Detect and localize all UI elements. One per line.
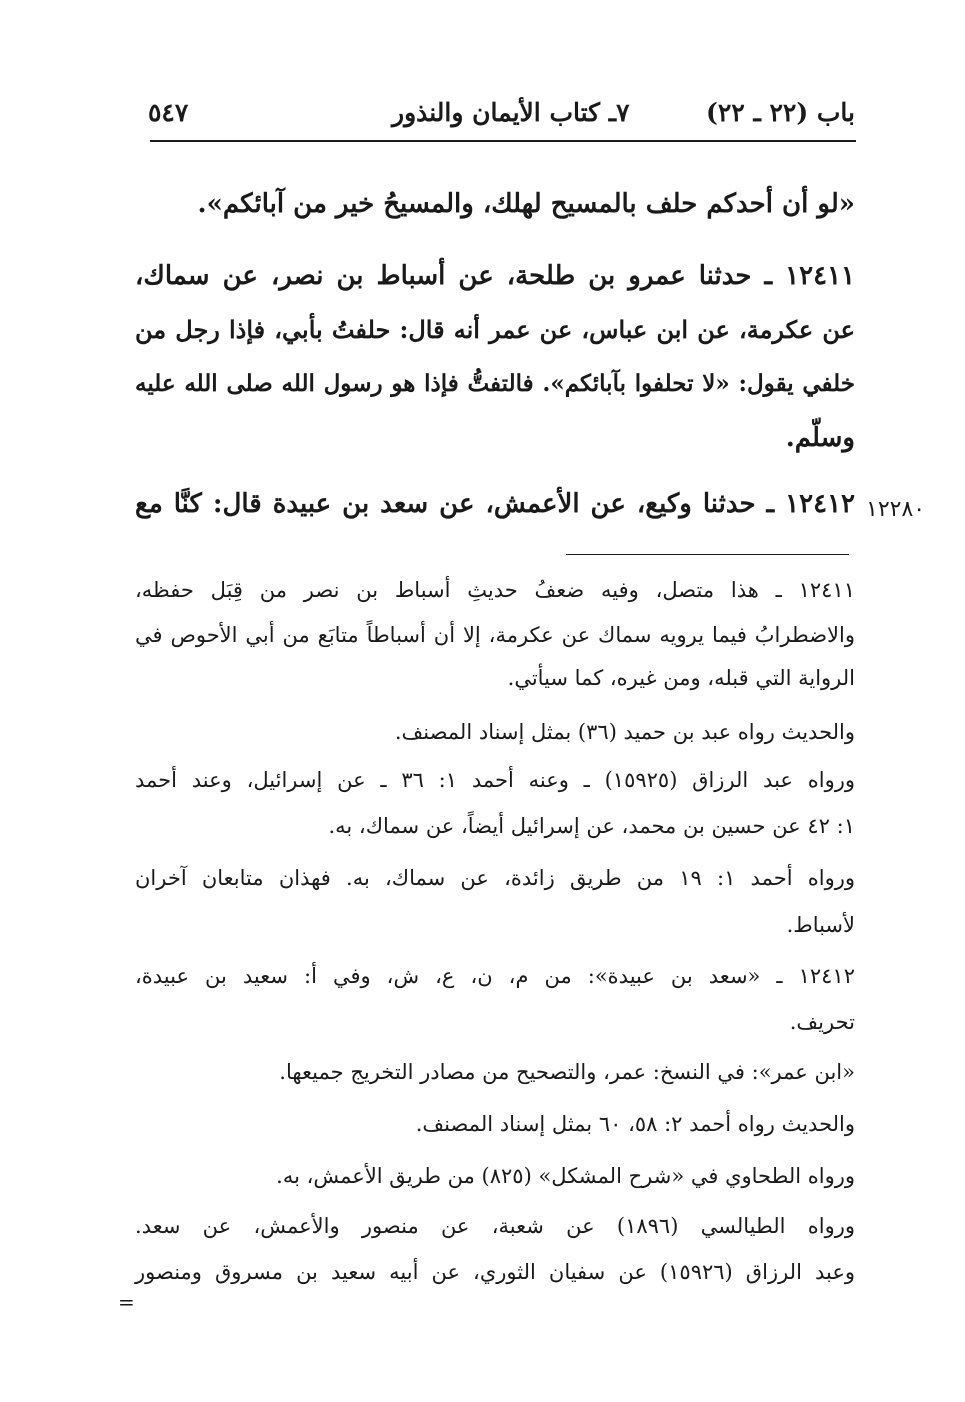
footnote-line: «ابن عمر»: في النسخ: عمر، والتصحيح من مصادر التخريج جميعها.: [279, 1060, 855, 1084]
footnote-line: ورواه أحمد ١: ١٩ من طريق زائدة، عن سماك، به. فهذان متابعان آخران: [135, 866, 855, 890]
footnote-line: ورواه الطيالسي (١٨٩٦) عن شعبة، عن منصور والأعمش، عن سعد.: [135, 1214, 855, 1238]
footnote-line: لأسباط.: [786, 913, 855, 937]
footnote-line: الرواية التي قبله، ومن غيره، كما سيأتي.: [507, 666, 855, 690]
footnote-line: وعبد الرزاق (١٥٩٢٦) عن سفيان الثوري، عن أبيه سعيد بن مسروق ومنصور: [135, 1260, 856, 1284]
footnote-line: ورواه الطحاوي في «شرح المشكل» (٨٢٥) من طريق الأعمش، به.: [276, 1164, 855, 1188]
chapter-heading: باب (٢٢ ـ ٢٢): [706, 98, 855, 127]
main-text-line: «لو أن أحدكم حلف بالمسيح لهلك، والمسيحُ خير من آبائكم».: [197, 189, 855, 219]
main-text-line: ١٢٤١١ ـ حدثنا عمرو بن طلحة، عن أسباط بن نصر، عن سماك،: [135, 261, 855, 291]
main-text-line: عن عكرمة، عن ابن عباس، عن عمر أنه قال: حلفتُ بأبي، فإذا رجل من: [135, 315, 855, 344]
footnote-separator: [566, 554, 849, 555]
book-title: ٧ـ كتاب الأيمان والنذور: [392, 98, 630, 127]
footnote-line: والاضطرابُ فيما يرويه سماك عن عكرمة، إلا أن أسباطاً متابَع من أبي الأحوص في: [135, 623, 855, 647]
header-rule: [150, 140, 856, 142]
footnote-line: والحديث رواه عبد بن حميد (٣٦) بمثل إسناد المصنف.: [394, 720, 855, 744]
footnote-line: ١٢٤١٢ ـ «سعد بن عبيدة»: من م، ن، ع، ش، وفي أ: سعيد بن عبيدة،: [135, 964, 855, 988]
continuation-mark: =: [118, 1290, 135, 1314]
footnote-line: ١٢٤١١ ـ هذا متصل، وفيه ضعفُ حديثِ أسباط بن نصر من قِبَل حفظه،: [135, 578, 855, 602]
page-number: ٥٤٧: [148, 98, 189, 127]
main-text-line: ١٢٤١٢ ـ حدثنا وكيع، عن الأعمش، عن سعد بن عبيدة قال: كنَّا مع: [135, 489, 855, 519]
main-text-line: خلفي يقول: «لا تحلفوا بآبائكم». فالتفتُّ فإذا هو رسول الله صلى الله عليه: [135, 370, 855, 397]
footnote-line: ١: ٤٢ عن حسين بن محمد، عن إسرائيل أيضاً، عن سماك، به.: [328, 814, 855, 838]
main-text-line: وسلّم.: [785, 423, 855, 453]
footnote-line: تحريف.: [789, 1010, 855, 1034]
footnote-line: والحديث رواه أحمد ٢: ٥٨، ٦٠ بمثل إسناد المصنف.: [415, 1112, 855, 1136]
margin-number: ١٢٢٨٠: [866, 497, 926, 522]
footnote-line: ورواه عبد الرزاق (١٥٩٢٥) ـ وعنه أحمد ١: ٣٦ ـ عن إسرائيل، وعند أحمد: [135, 768, 855, 792]
